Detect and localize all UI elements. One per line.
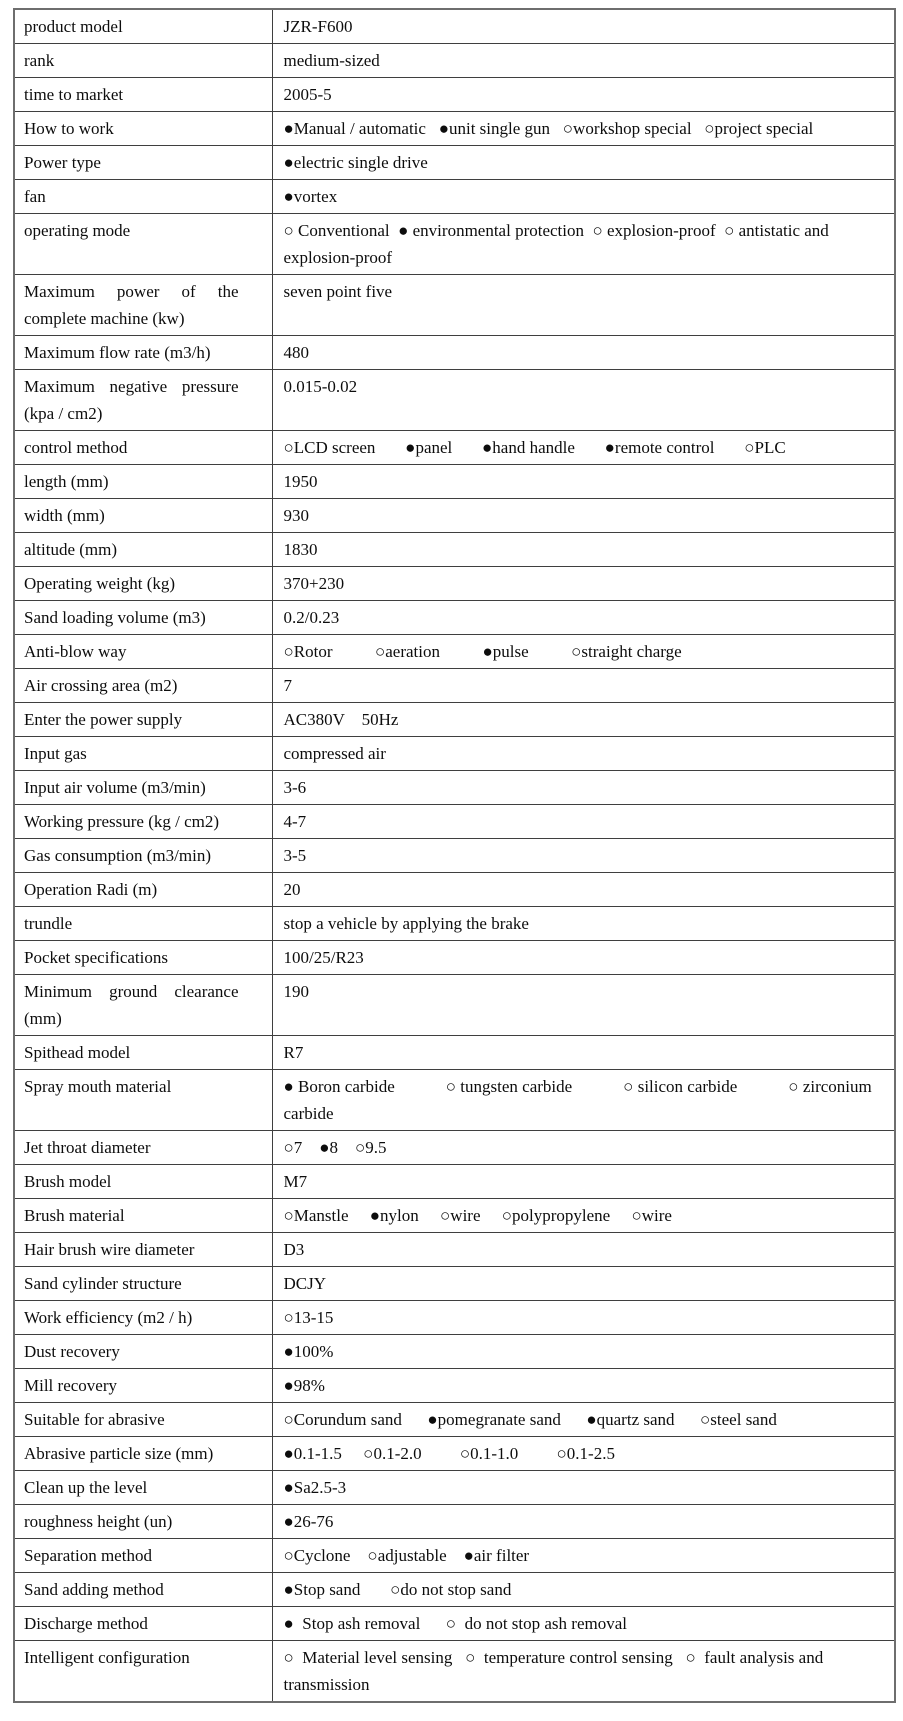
spec-label: roughness height (un) bbox=[14, 1505, 272, 1539]
spec-label: Separation method bbox=[14, 1539, 272, 1573]
spec-value: ○LCD screen ●panel ●hand handle ●remote control ○PLC bbox=[272, 431, 895, 465]
table-row bbox=[14, 431, 895, 465]
spec-label: rank bbox=[14, 44, 272, 78]
table-row bbox=[14, 9, 895, 44]
table-row bbox=[14, 975, 895, 1036]
spec-value: ○Corundum sand ●pomegranate sand ●quartz sand ○steel sand bbox=[272, 1403, 895, 1437]
table-row bbox=[14, 1036, 895, 1070]
spec-value: ○Manstle ●nylon ○wire ○polypropylene ○wire bbox=[272, 1199, 895, 1233]
spec-value: ●98% bbox=[272, 1369, 895, 1403]
table-row bbox=[14, 1539, 895, 1573]
spec-value: 190 bbox=[272, 975, 895, 1036]
spec-label: Clean up the level bbox=[14, 1471, 272, 1505]
spec-value: ●Sa2.5-3 bbox=[272, 1471, 895, 1505]
table-row bbox=[14, 1573, 895, 1607]
spec-value: ●Stop sand ○do not stop sand bbox=[272, 1573, 895, 1607]
table-row bbox=[14, 941, 895, 975]
spec-value: 3-6 bbox=[272, 771, 895, 805]
spec-label: Operating weight (kg) bbox=[14, 567, 272, 601]
spec-label: Sand loading volume (m3) bbox=[14, 601, 272, 635]
spec-value: ○Rotor ○aeration ●pulse ○straight charge bbox=[272, 635, 895, 669]
spec-value: ●0.1-1.5 ○0.1-2.0 ○0.1-1.0 ○0.1-2.5 bbox=[272, 1437, 895, 1471]
table-row bbox=[14, 78, 895, 112]
table-row bbox=[14, 1131, 895, 1165]
spec-value: compressed air bbox=[272, 737, 895, 771]
spec-label: Brush material bbox=[14, 1199, 272, 1233]
spec-value: 2005-5 bbox=[272, 78, 895, 112]
spec-value: 0.015-0.02 bbox=[272, 370, 895, 431]
spec-label: fan bbox=[14, 180, 272, 214]
spec-label: product model bbox=[14, 9, 272, 44]
spec-label: Air crossing area (m2) bbox=[14, 669, 272, 703]
spec-value: 0.2/0.23 bbox=[272, 601, 895, 635]
table-row bbox=[14, 907, 895, 941]
spec-value: JZR-F600 bbox=[272, 9, 895, 44]
table-row bbox=[14, 146, 895, 180]
spec-label: Mill recovery bbox=[14, 1369, 272, 1403]
spec-table bbox=[13, 8, 896, 1703]
spec-sheet bbox=[13, 8, 896, 1703]
spec-label: Minimum ground clearance (mm) bbox=[14, 975, 272, 1036]
spec-value: ●Manual / automatic ●unit single gun ○workshop special ○project special bbox=[272, 112, 895, 146]
table-row bbox=[14, 1165, 895, 1199]
table-row bbox=[14, 112, 895, 146]
table-row bbox=[14, 336, 895, 370]
spec-value: 1830 bbox=[272, 533, 895, 567]
spec-value: ●26-76 bbox=[272, 1505, 895, 1539]
spec-value: M7 bbox=[272, 1165, 895, 1199]
spec-label: control method bbox=[14, 431, 272, 465]
spec-value: ● Boron carbide ○ tungsten carbide ○ silicon carbide ○ zirconium carbide bbox=[272, 1070, 895, 1131]
table-row bbox=[14, 1471, 895, 1505]
table-row bbox=[14, 214, 895, 275]
spec-value: 370+230 bbox=[272, 567, 895, 601]
spec-label: Anti-blow way bbox=[14, 635, 272, 669]
spec-value: seven point five bbox=[272, 275, 895, 336]
spec-label: Jet throat diameter bbox=[14, 1131, 272, 1165]
table-row bbox=[14, 1199, 895, 1233]
table-row bbox=[14, 180, 895, 214]
spec-value: R7 bbox=[272, 1036, 895, 1070]
table-row bbox=[14, 275, 895, 336]
spec-label: Maximum flow rate (m3/h) bbox=[14, 336, 272, 370]
spec-value: AC380V 50Hz bbox=[272, 703, 895, 737]
spec-label: Brush model bbox=[14, 1165, 272, 1199]
spec-value: stop a vehicle by applying the brake bbox=[272, 907, 895, 941]
spec-label: Enter the power supply bbox=[14, 703, 272, 737]
spec-label: length (mm) bbox=[14, 465, 272, 499]
spec-value: ○7 ●8 ○9.5 bbox=[272, 1131, 895, 1165]
spec-label: time to market bbox=[14, 78, 272, 112]
table-row bbox=[14, 703, 895, 737]
spec-label: Gas consumption (m3/min) bbox=[14, 839, 272, 873]
spec-label: Intelligent configuration bbox=[14, 1641, 272, 1703]
spec-label: Operation Radi (m) bbox=[14, 873, 272, 907]
table-row bbox=[14, 1070, 895, 1131]
spec-label: Abrasive particle size (mm) bbox=[14, 1437, 272, 1471]
table-row bbox=[14, 1641, 895, 1703]
spec-value: ●vortex bbox=[272, 180, 895, 214]
table-row bbox=[14, 601, 895, 635]
table-row bbox=[14, 1369, 895, 1403]
spec-value: 930 bbox=[272, 499, 895, 533]
spec-label: Work efficiency (m2 / h) bbox=[14, 1301, 272, 1335]
table-row bbox=[14, 805, 895, 839]
spec-value: DCJY bbox=[272, 1267, 895, 1301]
table-row bbox=[14, 1267, 895, 1301]
table-row bbox=[14, 1505, 895, 1539]
spec-value: 4-7 bbox=[272, 805, 895, 839]
spec-label: Working pressure (kg / cm2) bbox=[14, 805, 272, 839]
table-row bbox=[14, 737, 895, 771]
spec-label: Sand adding method bbox=[14, 1573, 272, 1607]
table-row bbox=[14, 669, 895, 703]
spec-value: ● Stop ash removal ○ do not stop ash removal bbox=[272, 1607, 895, 1641]
table-row bbox=[14, 1607, 895, 1641]
spec-label: operating mode bbox=[14, 214, 272, 275]
spec-label: Discharge method bbox=[14, 1607, 272, 1641]
spec-value: 480 bbox=[272, 336, 895, 370]
spec-label: Spithead model bbox=[14, 1036, 272, 1070]
table-row bbox=[14, 1437, 895, 1471]
spec-label: Power type bbox=[14, 146, 272, 180]
spec-label: Dust recovery bbox=[14, 1335, 272, 1369]
spec-label: trundle bbox=[14, 907, 272, 941]
spec-label: Input gas bbox=[14, 737, 272, 771]
spec-value: 1950 bbox=[272, 465, 895, 499]
spec-value: ○ Material level sensing ○ temperature control sensing ○ fault analysis and transmission bbox=[272, 1641, 895, 1703]
spec-label: Spray mouth material bbox=[14, 1070, 272, 1131]
spec-value: 3-5 bbox=[272, 839, 895, 873]
table-row bbox=[14, 567, 895, 601]
table-row bbox=[14, 370, 895, 431]
spec-value: ●100% bbox=[272, 1335, 895, 1369]
spec-label: Input air volume (m3/min) bbox=[14, 771, 272, 805]
table-row bbox=[14, 873, 895, 907]
spec-label: Pocket specifications bbox=[14, 941, 272, 975]
spec-label: Suitable for abrasive bbox=[14, 1403, 272, 1437]
spec-value: ○Cyclone ○adjustable ●air filter bbox=[272, 1539, 895, 1573]
table-row bbox=[14, 1301, 895, 1335]
table-row bbox=[14, 635, 895, 669]
spec-value: D3 bbox=[272, 1233, 895, 1267]
table-row bbox=[14, 1403, 895, 1437]
spec-label: How to work bbox=[14, 112, 272, 146]
spec-value: ○ Conventional ● environmental protection ○ explosion-proof ○ antistatic and explosion-proof bbox=[272, 214, 895, 275]
table-row bbox=[14, 1335, 895, 1369]
spec-label: Sand cylinder structure bbox=[14, 1267, 272, 1301]
spec-value: ○13-15 bbox=[272, 1301, 895, 1335]
spec-label: altitude (mm) bbox=[14, 533, 272, 567]
table-row bbox=[14, 499, 895, 533]
table-row bbox=[14, 533, 895, 567]
spec-value: ●electric single drive bbox=[272, 146, 895, 180]
spec-value: 100/25/R23 bbox=[272, 941, 895, 975]
table-row bbox=[14, 465, 895, 499]
table-row bbox=[14, 771, 895, 805]
spec-value: medium-sized bbox=[272, 44, 895, 78]
spec-value: 7 bbox=[272, 669, 895, 703]
table-row bbox=[14, 839, 895, 873]
spec-label: width (mm) bbox=[14, 499, 272, 533]
table-row bbox=[14, 44, 895, 78]
spec-label: Maximum negative pressure (kpa / cm2) bbox=[14, 370, 272, 431]
spec-label: Maximum power of the complete machine (kw) bbox=[14, 275, 272, 336]
spec-value: 20 bbox=[272, 873, 895, 907]
spec-table-body bbox=[14, 9, 895, 1702]
spec-label: Hair brush wire diameter bbox=[14, 1233, 272, 1267]
table-row bbox=[14, 1233, 895, 1267]
